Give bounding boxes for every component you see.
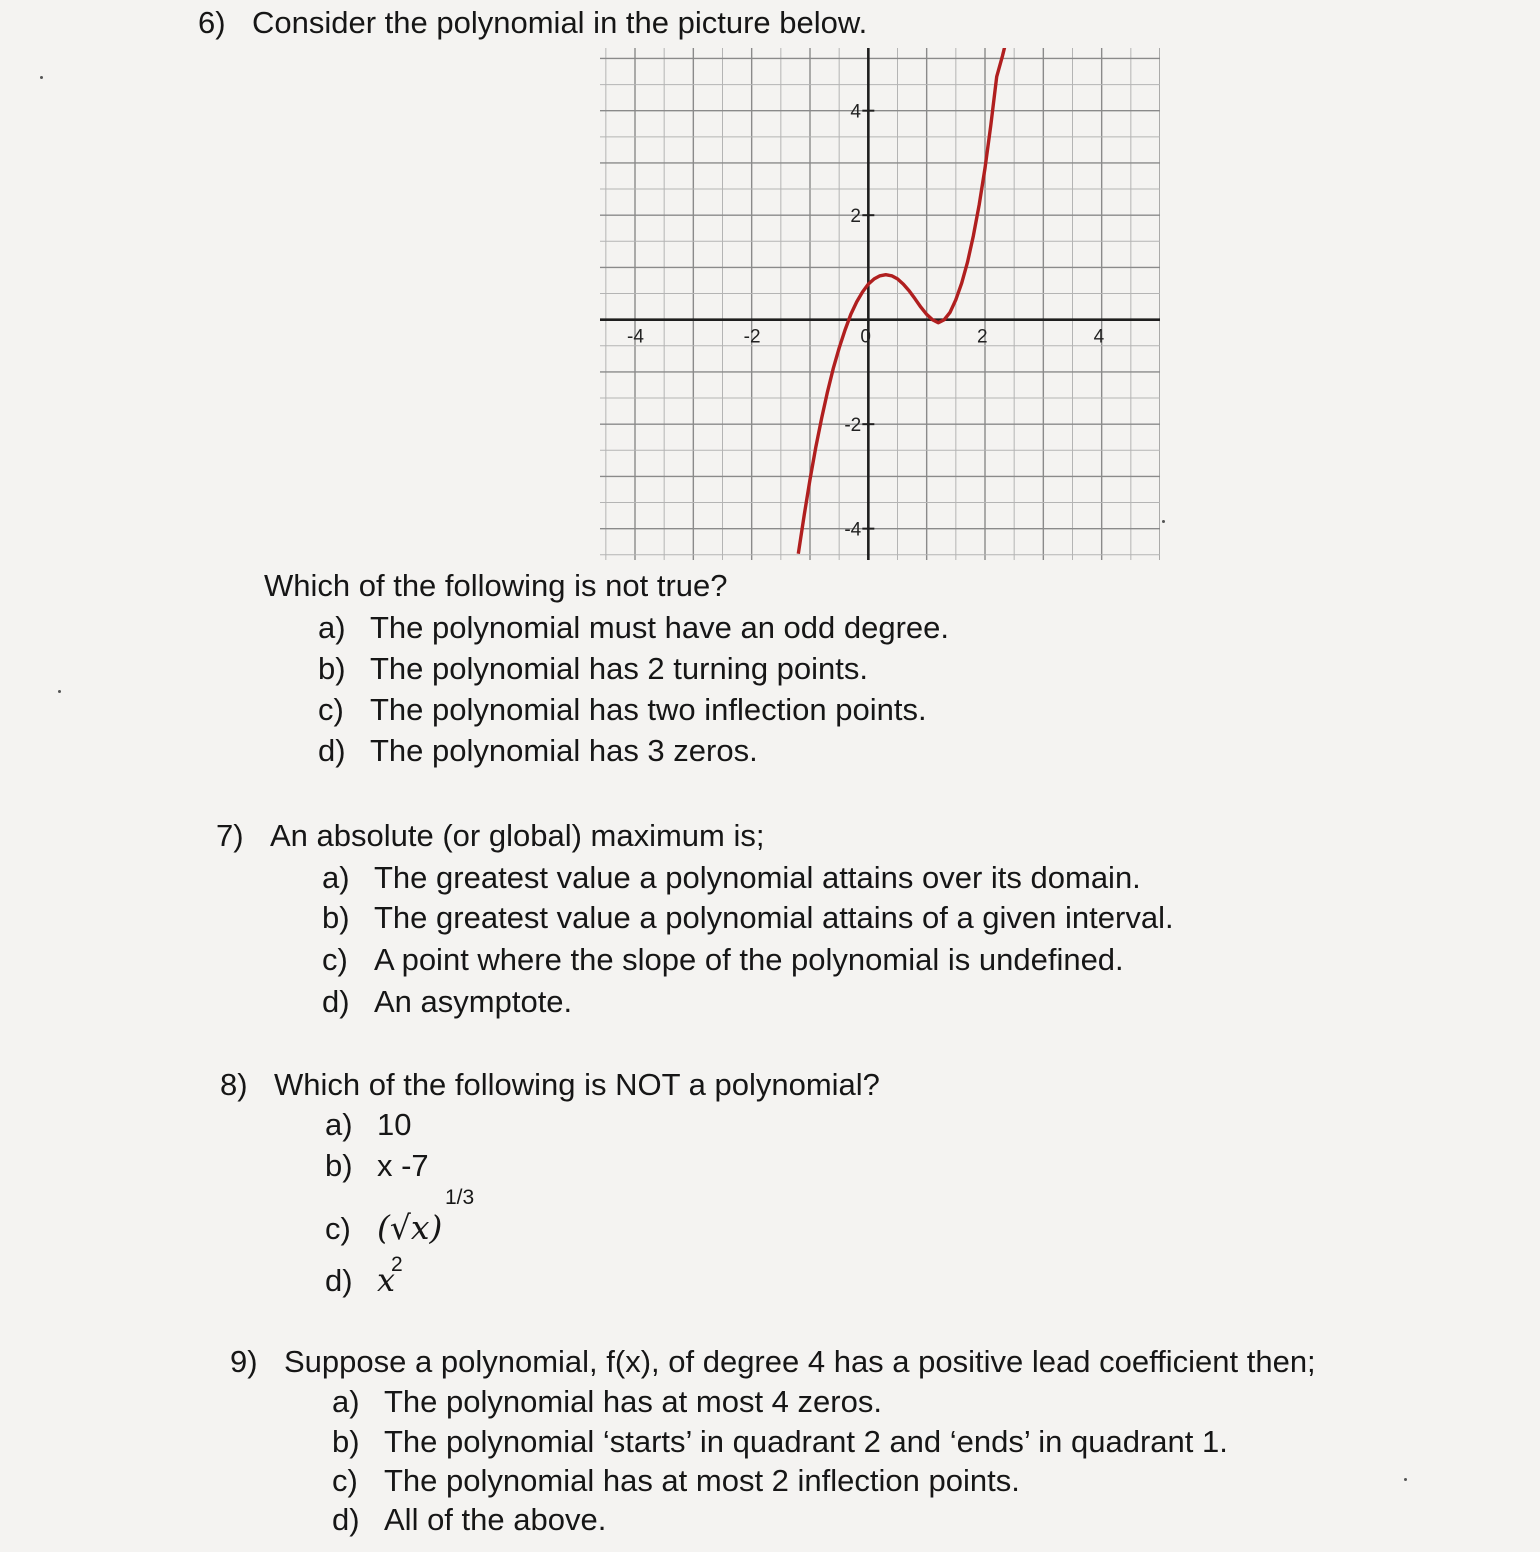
x-tick-label: -4 (627, 326, 644, 348)
option-text: The polynomial has two inflection points. (370, 692, 927, 727)
q7-option-a (322, 860, 1141, 896)
x-tick-label: 4 (1093, 326, 1105, 348)
q8-number: 8) (220, 1067, 248, 1102)
q7-option-c (322, 942, 1124, 978)
option-letter: a) (332, 1384, 360, 1419)
y-tick-label: 4 (850, 101, 861, 123)
option-text: A point where the slope of the polynomial is undefined. (374, 942, 1124, 977)
paper-speck (1404, 1478, 1407, 1481)
option-letter: d) (318, 733, 346, 768)
expression-base: (√x) (377, 1208, 443, 1247)
q9-option-c (332, 1463, 1020, 1499)
option-text: All of the above. (384, 1502, 607, 1537)
expression-base: x (377, 1261, 396, 1299)
q9-option-b (332, 1424, 1228, 1460)
q7-heading (216, 818, 764, 854)
q9-option-d (332, 1502, 606, 1538)
option-letter: b) (322, 900, 350, 935)
option-text: The polynomial must have an odd degree. (370, 610, 950, 645)
option-text: The polynomial has at most 2 inflection points. (384, 1463, 1020, 1498)
graph-tick-labels (627, 102, 1105, 541)
polynomial-curve (798, 48, 1020, 554)
option-letter: a) (325, 1107, 353, 1142)
q7-option-b (322, 900, 1174, 936)
option-letter: d) (325, 1263, 353, 1298)
option-text: An asymptote. (374, 984, 573, 1019)
x-tick-label: 2 (977, 326, 988, 348)
cube-root-of-sqrt-x-expression (377, 1186, 475, 1247)
paper-speck (40, 76, 43, 79)
q6-text: Consider the polynomial in the picture below. (252, 5, 868, 40)
option-text: x -7 (377, 1148, 429, 1183)
q6-option-a (318, 610, 949, 646)
x-tick-label: -2 (743, 326, 761, 348)
q9-number: 9) (230, 1344, 258, 1379)
option-letter: b) (318, 651, 346, 686)
graph-grid (600, 48, 1160, 560)
q9-text: Suppose a polynomial, f(x), of degree 4 has a positive lead coefficient then; (284, 1344, 1316, 1379)
option-letter: c) (322, 942, 348, 977)
q6-option-d (318, 733, 758, 769)
option-letter: c) (318, 692, 344, 727)
option-text: 10 (377, 1107, 412, 1142)
q6-option-b (318, 651, 868, 687)
q7-number: 7) (216, 818, 244, 853)
q6-option-c (318, 692, 927, 728)
paper-speck (58, 690, 61, 693)
option-text: The polynomial ‘starts’ in quadrant 2 and ‘ends’ in quadrant 1. (384, 1424, 1228, 1459)
q7-text: An absolute (or global) maximum is; (270, 818, 765, 853)
q8-option-b (325, 1148, 429, 1184)
option-letter: d) (332, 1502, 360, 1537)
option-text: The greatest value a polynomial attains over its domain. (374, 860, 1141, 895)
q8-heading (220, 1067, 880, 1103)
paper-speck (1162, 520, 1165, 523)
q9-option-a (332, 1384, 882, 1420)
q8-option-a (325, 1107, 411, 1143)
x-squared-expression (377, 1253, 403, 1299)
q8-option-c (325, 1186, 475, 1247)
option-letter: d) (322, 984, 350, 1019)
y-tick-label: 2 (850, 206, 861, 228)
q8-option-d (325, 1253, 403, 1299)
option-letter: b) (332, 1424, 360, 1459)
option-letter: c) (325, 1211, 351, 1246)
option-letter: b) (325, 1148, 353, 1183)
expression-exponent: 1/3 (445, 1186, 475, 1209)
q6-heading (198, 5, 867, 41)
polynomial-graph (600, 48, 1160, 560)
q9-heading (230, 1344, 1316, 1380)
option-text: The polynomial has 2 turning points. (370, 651, 869, 686)
y-tick-label: -4 (844, 519, 862, 541)
expression-exponent: 2 (391, 1253, 403, 1276)
graph-axes (600, 48, 1160, 560)
option-text: The polynomial has at most 4 zeros. (384, 1384, 882, 1419)
q6-question: Which of the following is not true? (264, 568, 728, 603)
option-letter: a) (318, 610, 346, 645)
option-letter: c) (332, 1463, 358, 1498)
q6-number: 6) (198, 5, 226, 40)
option-letter: a) (322, 860, 350, 895)
option-text: The polynomial has 3 zeros. (370, 733, 758, 768)
y-tick-label: -2 (844, 415, 862, 437)
x-tick-label: 0 (860, 326, 871, 348)
q7-option-d (322, 984, 572, 1020)
option-text: The greatest value a polynomial attains of a given interval. (374, 900, 1174, 935)
q8-text: Which of the following is NOT a polynomial? (274, 1067, 880, 1102)
graph-curve (798, 48, 1020, 554)
